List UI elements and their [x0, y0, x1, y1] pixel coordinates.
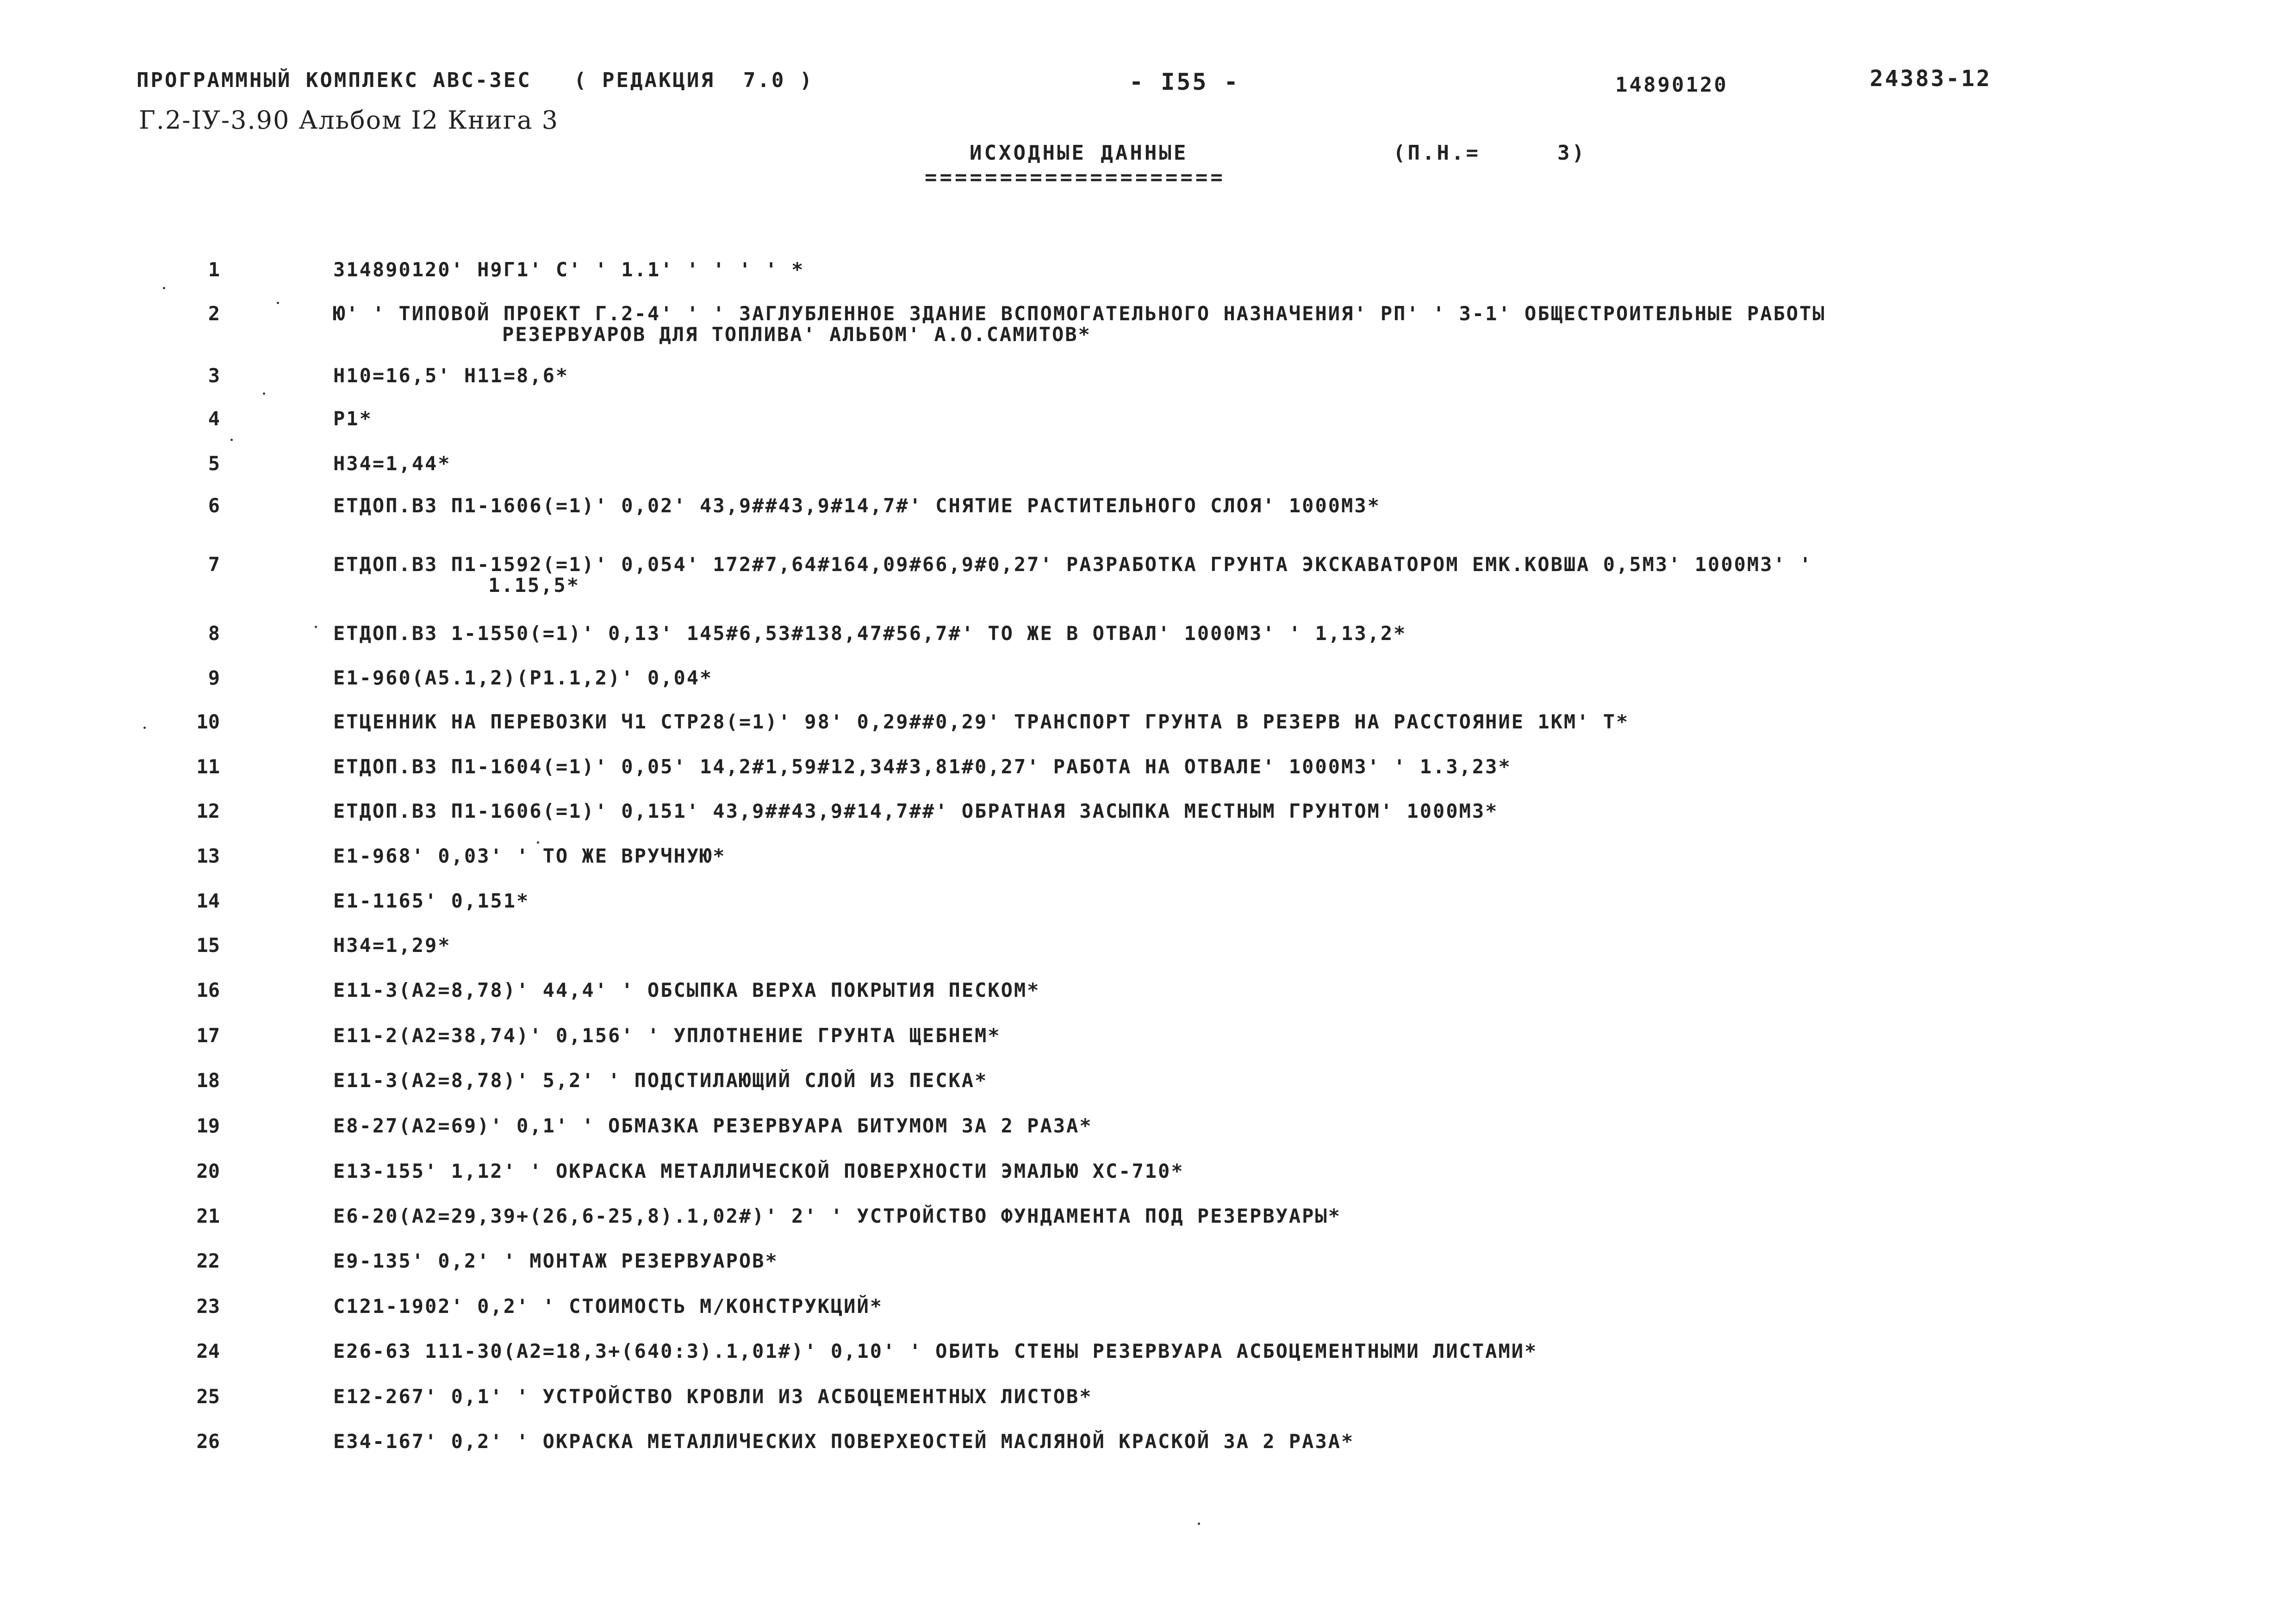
speck: [1198, 1523, 1200, 1525]
row-number: 25: [196, 1385, 220, 1408]
row-number: 11: [196, 755, 220, 778]
row-text: Е9-135' 0,2' ' МОНТАЖ РЕЗЕРВУАРОВ*: [333, 1250, 778, 1272]
row-number: 12: [196, 800, 220, 822]
album-reference: Г.2-IУ-3.90 Альбом I2 Книга 3: [139, 106, 559, 135]
speck: [263, 392, 265, 395]
row-text: Е34-167' 0,2' ' ОКРАСКА МЕТАЛЛИЧЕСКИХ ПОВЕРХЕОСТЕЙ МАСЛЯНОЙ КРАСКОЙ ЗА 2 РАЗА*: [333, 1430, 1355, 1453]
row-number: 3: [208, 364, 220, 387]
row-text: Е11-3(А2=8,78)' 44,4' ' ОБСЫПКА ВЕРХА ПОКРЫТИЯ ПЕСКОМ*: [333, 979, 1040, 1001]
row-text: Е6-20(А2=29,39+(26,6-25,8).1,02#)' 2' ' УСТРОЙСТВО ФУНДАМЕНТА ПОД РЕЗЕРВУАРЫ*: [333, 1205, 1342, 1227]
row-text: ЕТДОП.В3 1-1550(=1)' 0,13' 145#6,53#138,47#56,7#' ТО ЖЕ В ОТВАЛ' 1000М3' ' 1,13,2*: [333, 622, 1407, 645]
pn-label: (П.Н.=: [1393, 141, 1481, 165]
row-text-continuation: РЕЗЕРВУАРОВ ДЛЯ ТОПЛИВА' АЛЬБОМ' А.О.САМИТОВ*: [502, 323, 1091, 346]
row-number: 13: [196, 845, 220, 867]
row-text: Е1-1165' 0,151*: [333, 889, 530, 912]
row-number: 18: [196, 1069, 220, 1092]
row-number: 21: [196, 1205, 220, 1227]
document-code: 14890120: [1615, 73, 1728, 97]
row-number: 17: [196, 1024, 220, 1047]
speck: [277, 302, 279, 304]
row-number: 1: [208, 258, 220, 281]
row-text: С121-1902' 0,2' ' СТОИМОСТЬ М/КОНСТРУКЦИЙ*: [333, 1295, 884, 1318]
row-number: 8: [208, 622, 220, 645]
title-underline: ====================: [925, 166, 1226, 189]
row-text: ЕТДОП.В3 П1-1592(=1)' 0,054' 172#7,64#164,09#66,9#0,27' РАЗРАБОТКА ГРУНТА ЭКСКАВАТОРОМ ЕМК.КОВША 0,5М3' 1000М3' ': [333, 553, 1813, 576]
row-number: 5: [208, 452, 220, 475]
row-text: ЕТДОП.В3 П1-1604(=1)' 0,05' 14,2#1,59#12,34#3,81#0,27' РАБОТА НА ОТВАЛЕ' 1000М3' ' 1.3,23*: [333, 755, 1512, 778]
row-text: Н34=1,44*: [333, 452, 451, 475]
row-text: Р1*: [333, 407, 373, 430]
row-number: 19: [196, 1114, 220, 1137]
speck: [230, 439, 233, 441]
row-number: 10: [196, 710, 220, 733]
row-text: ЕТЦЕННИК НА ПЕРЕВОЗКИ Ч1 СТР28(=1)' 98' 0,29##0,29' ТРАНСПОРТ ГРУНТА В РЕЗЕРВ НА РАССТОЯНИЕ 1КМ' Т*: [333, 710, 1630, 733]
row-number: 7: [208, 553, 220, 576]
row-number: 2: [208, 302, 220, 325]
row-number: 9: [208, 666, 220, 689]
row-number: 4: [208, 407, 220, 430]
row-text-continuation: 1.15,5*: [488, 574, 580, 597]
row-text: Е13-155' 1,12' ' ОКРАСКА МЕТАЛЛИЧЕСКОЙ ПОВЕРХНОСТИ ЭМАЛЬЮ ХС-710*: [333, 1160, 1184, 1182]
row-text: ЕТДОП.В3 П1-1606(=1)' 0,151' 43,9##43,9#14,7##' ОБРАТНАЯ ЗАСЫПКА МЕСТНЫМ ГРУНТОМ' 1000М3*: [333, 800, 1499, 822]
speck: [537, 841, 539, 844]
row-number: 20: [196, 1160, 220, 1182]
row-number: 24: [196, 1340, 220, 1362]
row-text: Н34=1,29*: [333, 934, 451, 957]
row-text: Ю' ' ТИПОВОЙ ПРОЕКТ Г.2-4' ' ' ЗАГЛУБЛЕННОЕ ЗДАНИЕ ВСПОМОГАТЕЛЬНОГО НАЗНАЧЕНИЯ' РП' ' 3-1' ОБЩЕСТРОИТЕЛЬНЫЕ РАБОТЫ: [333, 302, 1826, 325]
row-number: 16: [196, 979, 220, 1001]
row-text: Е1-968' 0,03' ' ТО ЖЕ ВРУЧНУЮ*: [333, 845, 726, 867]
speck: [143, 727, 146, 729]
program-name: ПРОГРАММНЫЙ КОМПЛЕКС АВС-3ЕС: [137, 68, 532, 92]
row-number: 22: [196, 1250, 220, 1272]
edition-label: ( РЕДАКЦИЯ 7.0 ): [574, 68, 814, 92]
row-text: Е8-27(А2=69)' 0,1' ' ОБМАЗКА РЕЗЕРВУАРА БИТУМОМ ЗА 2 РАЗА*: [333, 1114, 1093, 1137]
row-number: 23: [196, 1295, 220, 1318]
row-text: Е11-2(А2=38,74)' 0,156' ' УПЛОТНЕНИЕ ГРУНТА ЩЕБНЕМ*: [333, 1024, 1001, 1047]
row-text: Н10=16,5' Н11=8,6*: [333, 364, 569, 387]
row-number: 15: [196, 934, 220, 957]
row-text: Е1-960(А5.1,2)(Р1.1,2)' 0,04*: [333, 666, 713, 689]
row-text: 314890120' Н9Г1' С' ' 1.1' ' ' ' ' *: [333, 258, 805, 281]
row-text: Е11-3(А2=8,78)' 5,2' ' ПОДСТИЛАЮЩИЙ СЛОЙ ИЗ ПЕСКА*: [333, 1069, 988, 1092]
row-number: 6: [208, 494, 220, 517]
pn-value: 3): [1557, 141, 1587, 165]
row-number: 14: [196, 889, 220, 912]
row-text: ЕТДОП.В3 П1-1606(=1)' 0,02' 43,9##43,9#14,7#' СНЯТИЕ РАСТИТЕЛЬНОГО СЛОЯ' 1000М3*: [333, 494, 1381, 517]
row-text: Е12-267' 0,1' ' УСТРОЙСТВО КРОВЛИ ИЗ АСБОЦЕМЕНТНЫХ ЛИСТОВ*: [333, 1385, 1093, 1408]
speck: [163, 287, 165, 289]
page-number: - I55 -: [1129, 68, 1240, 95]
speck: [315, 626, 317, 628]
sheet-code: 24383-12: [1870, 66, 1992, 92]
row-text: Е26-63 111-30(А2=18,3+(640:3).1,01#)' 0,10' ' ОБИТЬ СТЕНЫ РЕЗЕРВУАРА АСБОЦЕМЕНТНЫМИ ЛИСТАМИ*: [333, 1340, 1538, 1362]
page-title: ИСХОДНЫЕ ДАННЫЕ: [970, 141, 1188, 165]
row-number: 26: [196, 1430, 220, 1453]
